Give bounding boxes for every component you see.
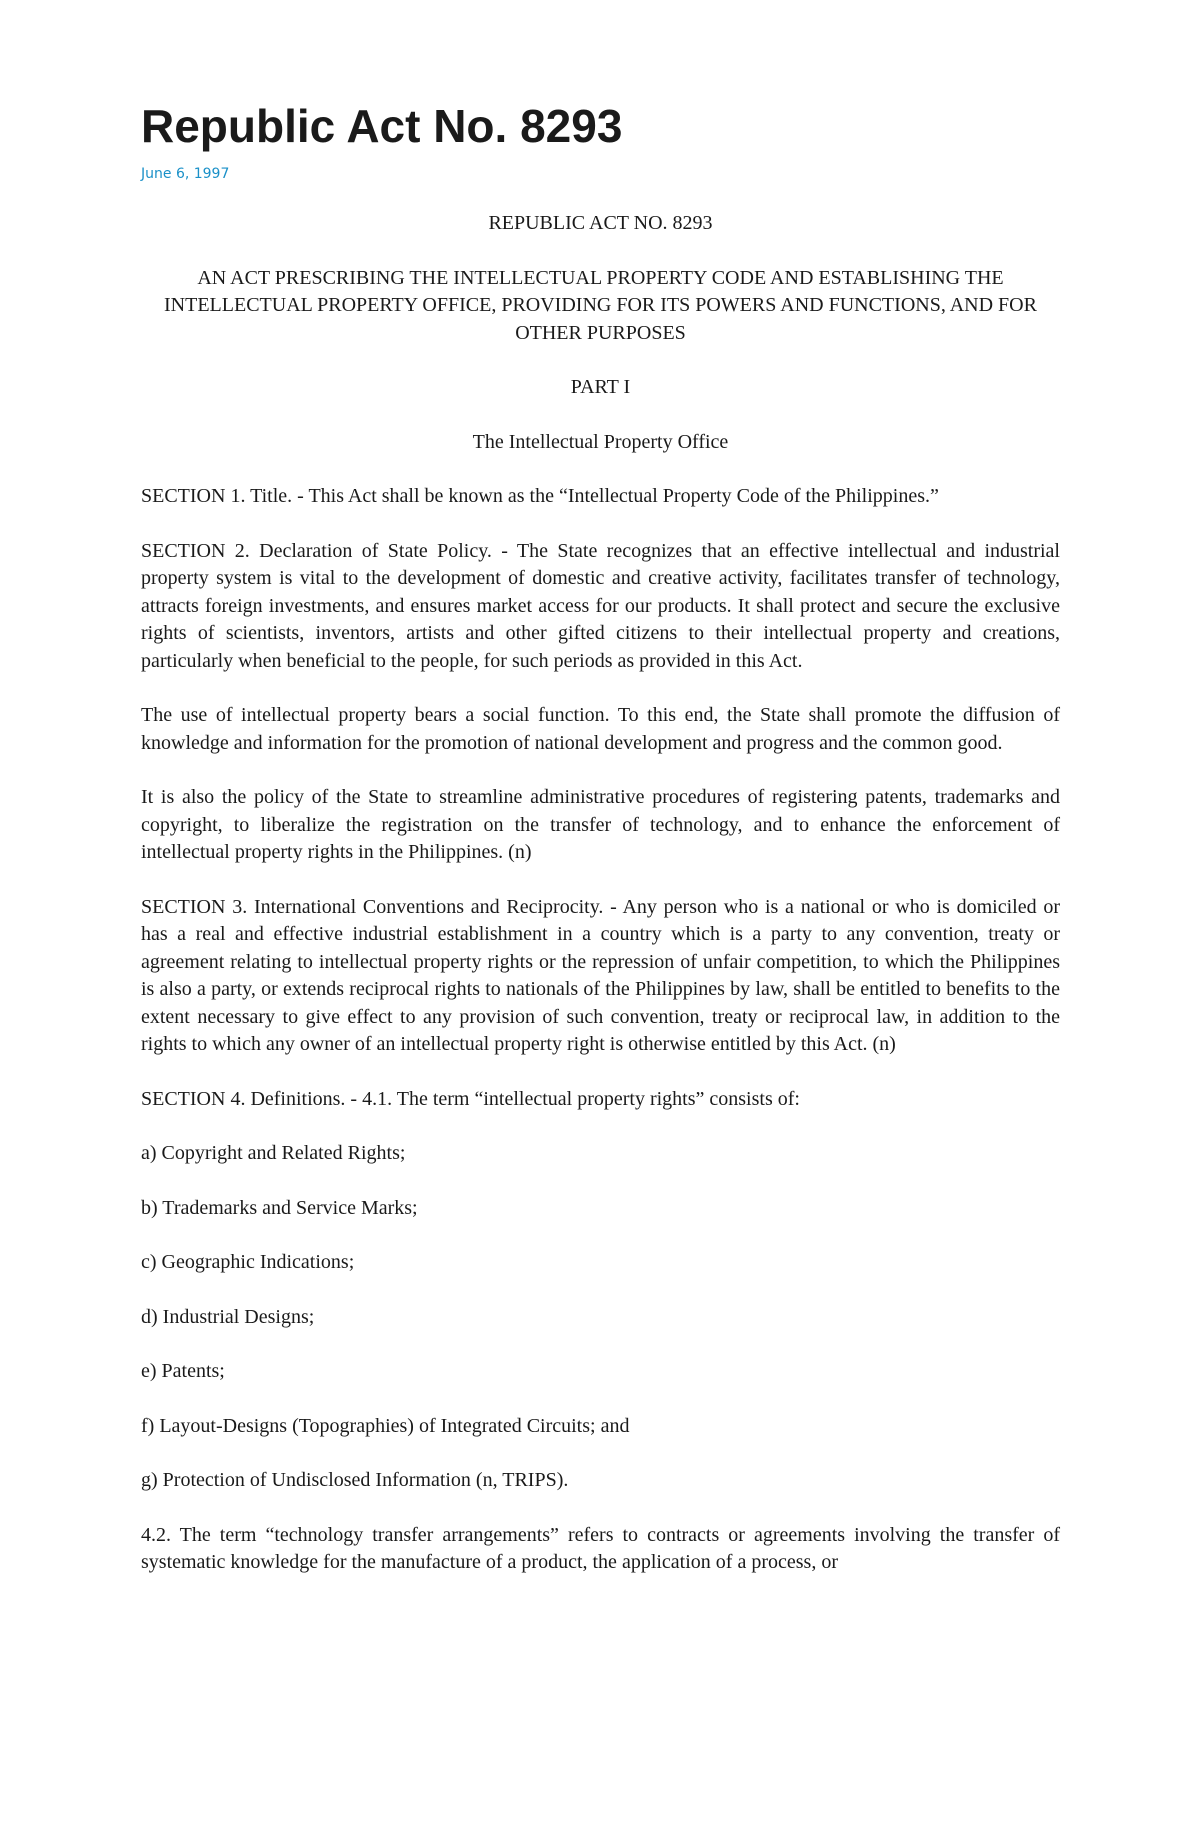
section-2-streamline-policy: It is also the policy of the State to streamline administrative procedures of registering patents, trademarks and copyright, to liberalize the registration on the transfer of technology, and to enhance the enforcement of intellectual property rights in the Philippines. (n) <box>141 786 1060 863</box>
section-2-social-function: The use of intellectual property bears a social function. To this end, the State shall promote the diffusion of knowledge and information for the promotion of national development and progress and the common good. <box>141 704 1060 754</box>
definition-item-g: g) Protection of Undisclosed Information (n, TRIPS). <box>141 1469 569 1491</box>
definition-item-f: f) Layout-Designs (Topographies) of Integrated Circuits; and <box>141 1414 630 1437</box>
section-4-definitions: SECTION 4. Definitions. - 4.1. The term “intellectual property rights” consists of: <box>141 1087 800 1110</box>
part-number: PART I <box>570 376 631 398</box>
publication-date: June 6, 1997 <box>141 166 230 182</box>
definition-item-e: e) Patents; <box>141 1360 225 1382</box>
definition-item-c: c) Geographic Indications; <box>141 1251 355 1273</box>
document-page <box>141 0 1060 1577</box>
part-title: The Intellectual Property Office <box>472 430 729 453</box>
section-4-2-technology-transfer: 4.2. The term “technology transfer arrangements” refers to contracts or agreements involving the transfer of systematic knowledge for the manufacture of a product, the application of a process, or <box>141 1523 1060 1573</box>
section-1-title: SECTION 1. Title. - This Act shall be known as the “Intellectual Property Code of the Philippines.” <box>141 485 939 507</box>
section-2-declaration: SECTION 2. Declaration of State Policy. - The State recognizes that an effective intellectual and industrial property system is vital to the development of domestic and creative activity, facilitates transfer of technology, attracts foreign investments, and ensures market access for our products. It shall protect and secure the exclusive rights of scientists, inventors, artists and other gifted citizens to their intellectual property and creations, particularly when beneficial to the people, for such periods as provided in this Act. <box>141 539 1060 672</box>
act-description: AN ACT PRESCRIBING THE INTELLECTUAL PROPERTY CODE AND ESTABLISHING THE INTELLECTUAL PROPERTY OFFICE, PROVIDING FOR ITS POWERS AND FUNCTIONS, AND FOR OTHER PURPOSES <box>164 266 1037 344</box>
definition-item-a: a) Copyright and Related Rights; <box>141 1142 406 1164</box>
definition-item-d: d) Industrial Designs; <box>141 1305 315 1328</box>
page-title: Republic Act No. 8293 <box>141 100 623 152</box>
section-3-conventions: SECTION 3. International Conventions and Reciprocity. - Any person who is a national or who is domiciled or has a real and effective industrial establishment in a country which is a party to any convention, treaty or agreement relating to intellectual property rights or the repression of unfair competition, to which the Philippines is also a party, or extends reciprocal rights to nationals of the Philippines by law, shall be entitled to benefits to the extent necessary to give effect to any provision of such convention, treaty or reciprocal law, in addition to the rights to which any owner of an intellectual property right is otherwise entitled by this Act. (n) <box>141 895 1060 1055</box>
act-number-heading: REPUBLIC ACT NO. 8293 <box>488 212 713 234</box>
definition-item-b: b) Trademarks and Service Marks; <box>141 1196 418 1219</box>
